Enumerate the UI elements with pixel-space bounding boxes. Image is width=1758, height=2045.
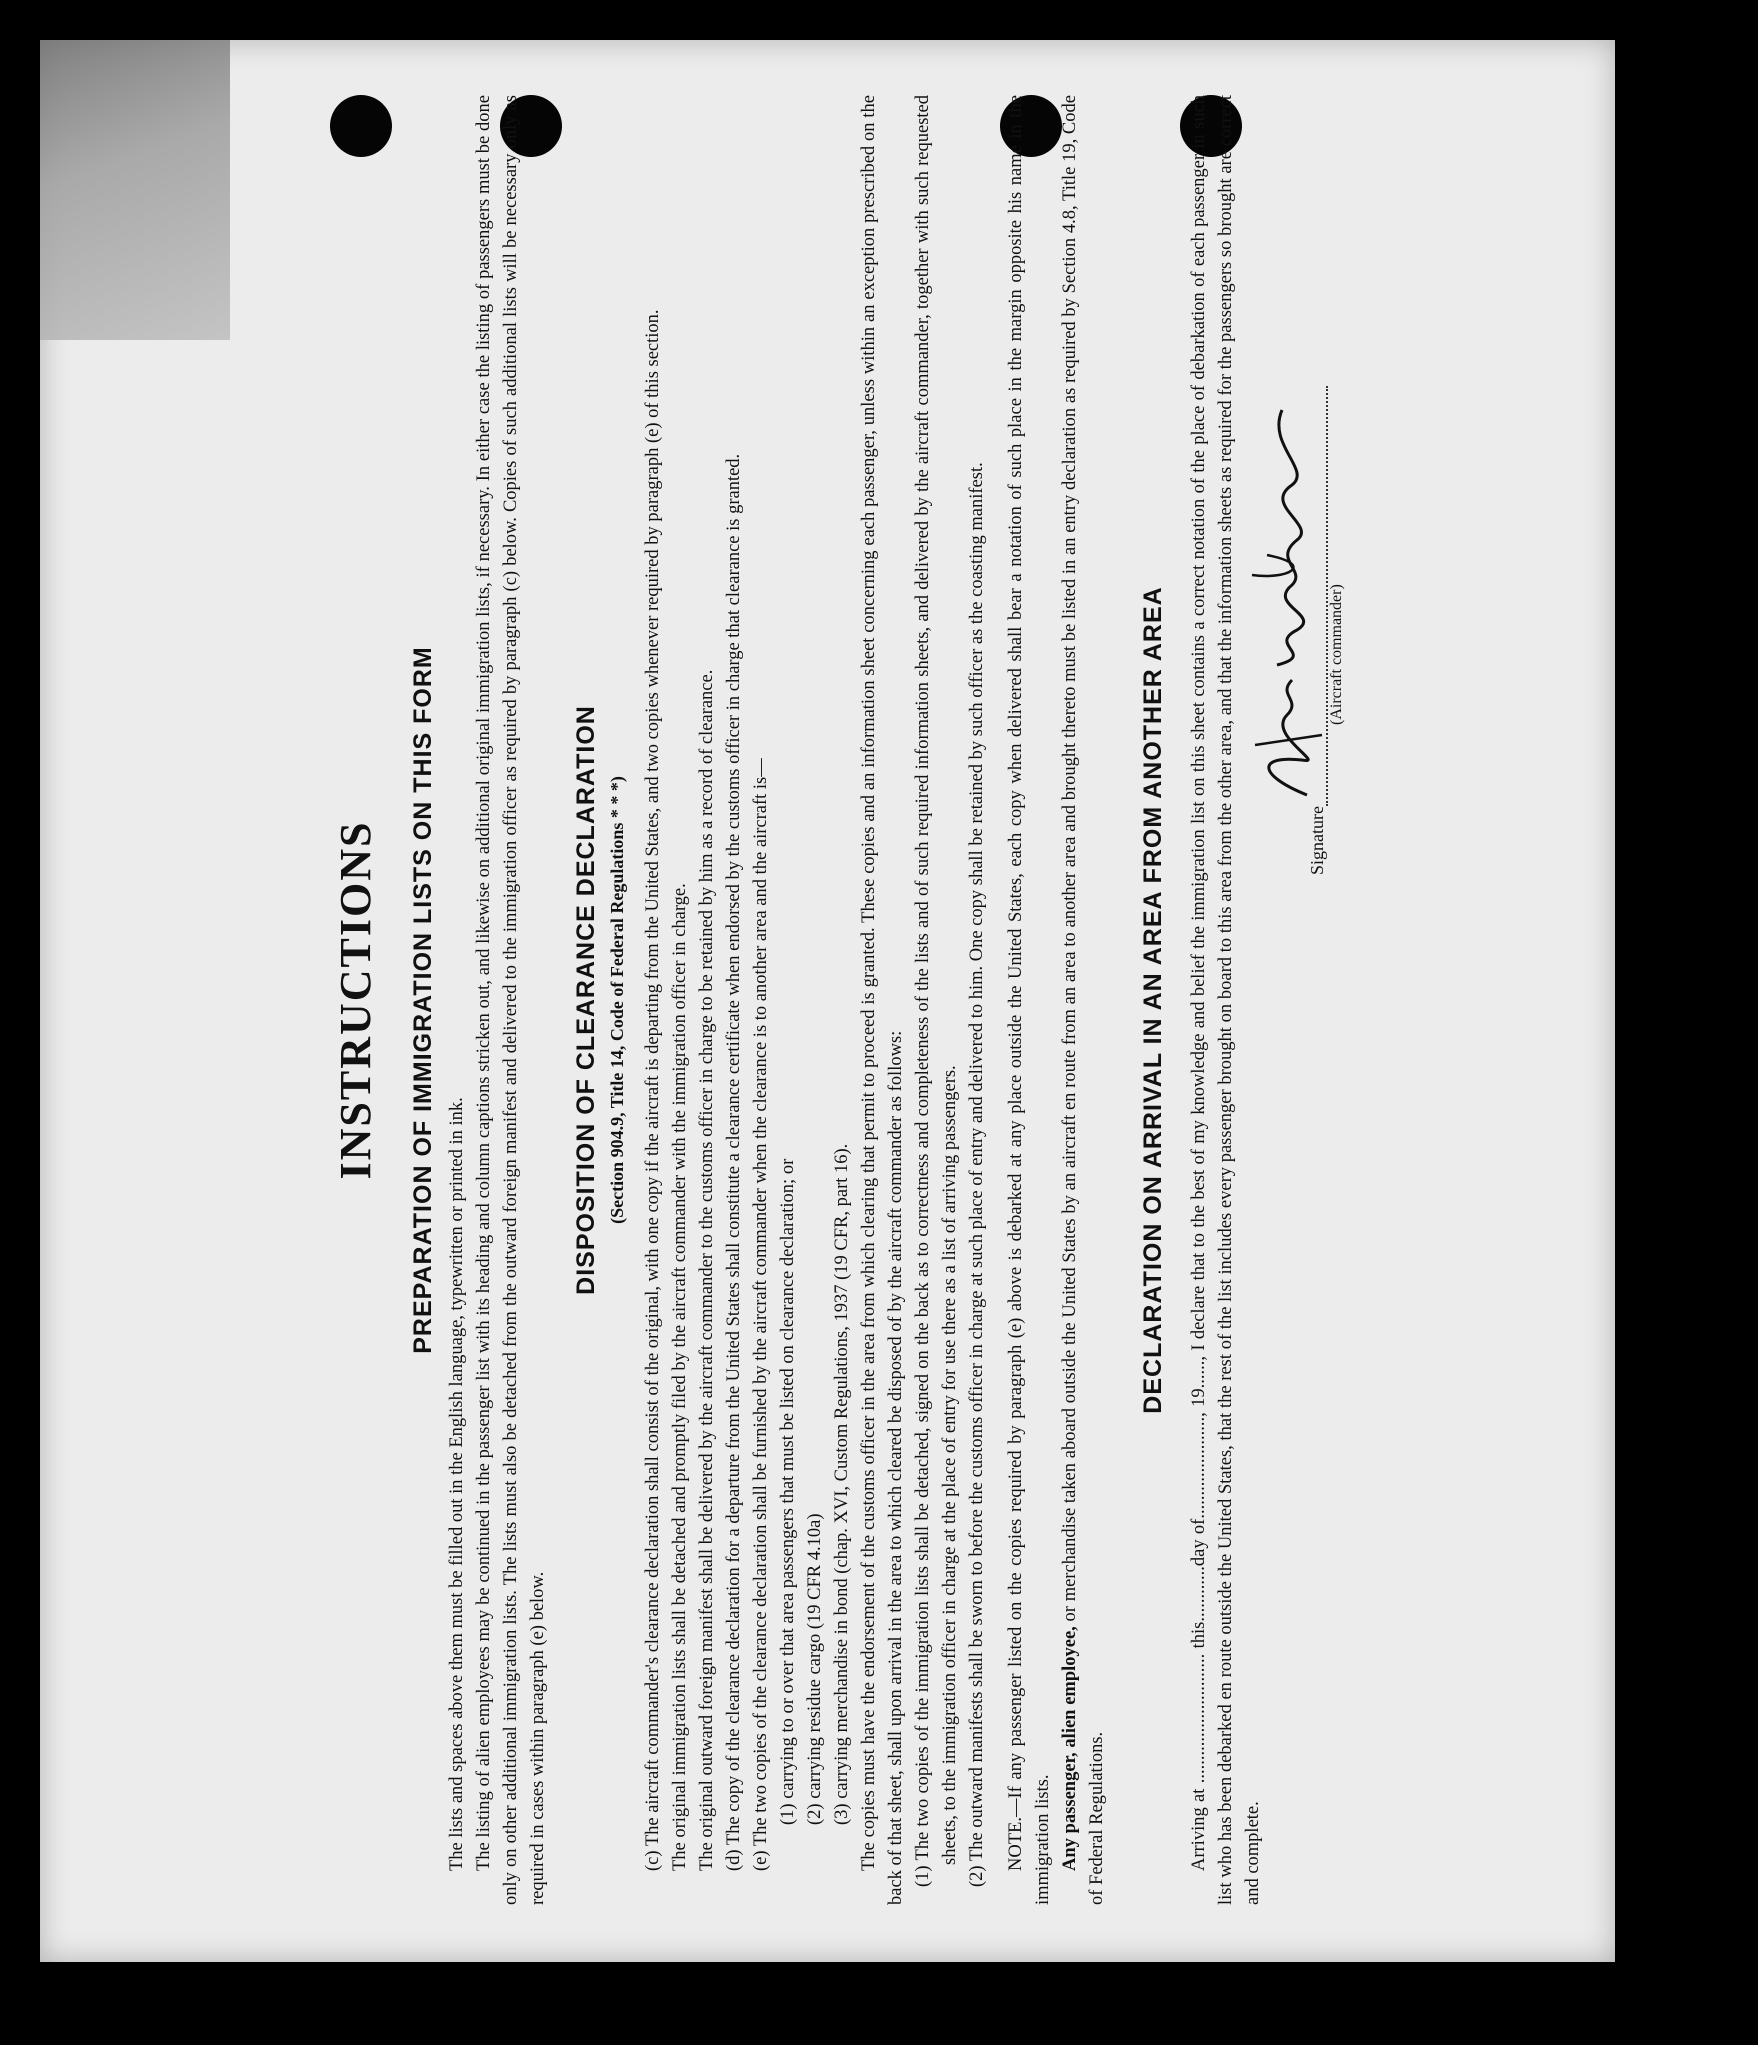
paragraph-c: (c) The aircraft commander's clearance declaration shall consist of the original, with one copy if the aircraft is departing from the United States, and two copies whenever required by paragraph (e) of this section.: [643, 309, 663, 1871]
declaration-text: , I declare that to the best of my knowledge and belief the immigration list on this sheet contains a correct notation of the place of debarkation of each passenger in such list who has been debarked en route outside the United States, that the rest of the list includes every passenger brought on board to this area from the other area, and that the information sheets as required for the passengers so brought are correct and complete.: [1189, 94, 1263, 1905]
list-item: (2) carrying residue cargo (19 CFR 4.10a): [805, 1513, 825, 1825]
list-item: (3) carrying merchandise in bond (chap. XVI, Custom Regulations, 1937 (19 CFR, part 16).: [832, 1143, 852, 1825]
any-passenger-rest: or merchandise taken aboard outside the United States by an aircraft en route from an area to another area and brought thereto must be listed in an entry declaration as required by Section 4.8, Title 19, Code of Federal Regulations.: [1060, 95, 1107, 1905]
paragraph-c1: The original immigration lists shall be detached and promptly filed by the aircraft commander with the immigration officer in charge.: [670, 883, 690, 1871]
declaration-paragraph: [1186, 95, 1267, 1905]
list-item: (2) The outward manifests shall be sworn to before the customs officer in charge at such place of entry and delivered to him. One copy shall be retained by such officer as the coasting manifest.: [967, 462, 987, 1887]
paragraph-d: (d) The copy of the clearance declaration for a departure from the United States shall constitute a clearance certificate when endorsed by the customs officer in charge that clearance is granted.: [724, 453, 744, 1871]
any-passenger-bold: Any passenger, alien employee,: [1060, 1626, 1080, 1871]
any-passenger-paragraph: [1057, 95, 1111, 1905]
month-field: ......................: [1189, 1416, 1209, 1519]
section-heading-preparation: PREPARATION OF IMMIGRATION LISTS ON THIS FORM: [409, 646, 437, 1354]
signature-block: [1307, 95, 1346, 875]
year-field: ......: [1189, 1360, 1209, 1389]
year-prefix: , 19: [1189, 1388, 1209, 1417]
paragraph-copies: The copies must have the endorsement of the customs officer in the area from which clearing that permit to proceed is granted. These copies and an information sheet concerning each passenger, unless within an exception prescribed on the back of that sheet, shall upon arrival in the area to which cleared be disposed of by the aircraft commander as follows:: [859, 95, 906, 1905]
section-heading-declaration: DECLARATION ON ARRIVAL IN AN AREA FROM ANOTHER AREA: [1139, 586, 1167, 1414]
page-title: INSTRUCTIONS: [331, 820, 380, 1180]
list-item: (1) The two copies of the immigration lists shall be detached, signed on the back as to correctness and completeness of the lists and of such required information sheets, and delivered by the aircraft commander, together with such requested sheets, to the immigration officer in charge at the place of entry for use there as a list of arriving passengers.: [913, 95, 960, 1887]
preparation-paragraph-1: The lists and spaces above them must be filled out in the English language, typewritten or printed in ink.: [447, 1097, 467, 1871]
handwritten-signature-image: [1247, 385, 1337, 805]
day-field: ............: [1189, 1566, 1209, 1622]
this-label: this: [1189, 1621, 1209, 1649]
signature-caption: (Aircraft commander): [1328, 584, 1345, 725]
paragraph-c2: The original outward foreign manifest shall be delivered by the aircraft commander to the customs officer in charge to be retained by him as a record of clearance.: [697, 669, 717, 1871]
list-item: (1) carrying to or over that area passengers that must be listed on clearance declaration; or: [778, 1158, 798, 1825]
rotated-content: [330, 95, 1690, 1905]
note-paragraph: NOTE.—If any passenger listed on the copies required by paragraph (e) above is debarked at any place outside the United States, each copy when delivered shall bear a notation of such place in the margin opposite his name in the immigration lists.: [1006, 95, 1053, 1905]
signature-label: Signature: [1307, 806, 1327, 875]
section-subheading-disposition: (Section 904.9, Title 14, Code of Federal Regulations * * *): [607, 776, 627, 1224]
section-heading-disposition: DISPOSITION OF CLEARANCE DECLARATION: [572, 705, 600, 1295]
arriving-label: Arriving at: [1189, 1788, 1209, 1871]
preparation-paragraph-2: The listing of alien employees may be continued in the passenger list with its heading and column captions stricken out, and likewise on additional original immigration lists, if necessary. In either case the listing of passengers must be done only on other additional immigration lists. The lists must also be detached from the outward foreign manifest and delivered to the immigration officer as required by paragraph (c) below. Copies of such additional lists will be necessary only as required in cases within paragraph (e) below.: [474, 95, 548, 1905]
paragraph-e: (e) The two copies of the clearance declaration shall be furnished by the aircraft commander when the clearance is to another area and the aircraft is—: [751, 758, 771, 1871]
arriving-at-field: ............................: [1189, 1653, 1209, 1784]
tape-residue: [40, 40, 230, 340]
day-of-label: day of: [1189, 1518, 1209, 1567]
